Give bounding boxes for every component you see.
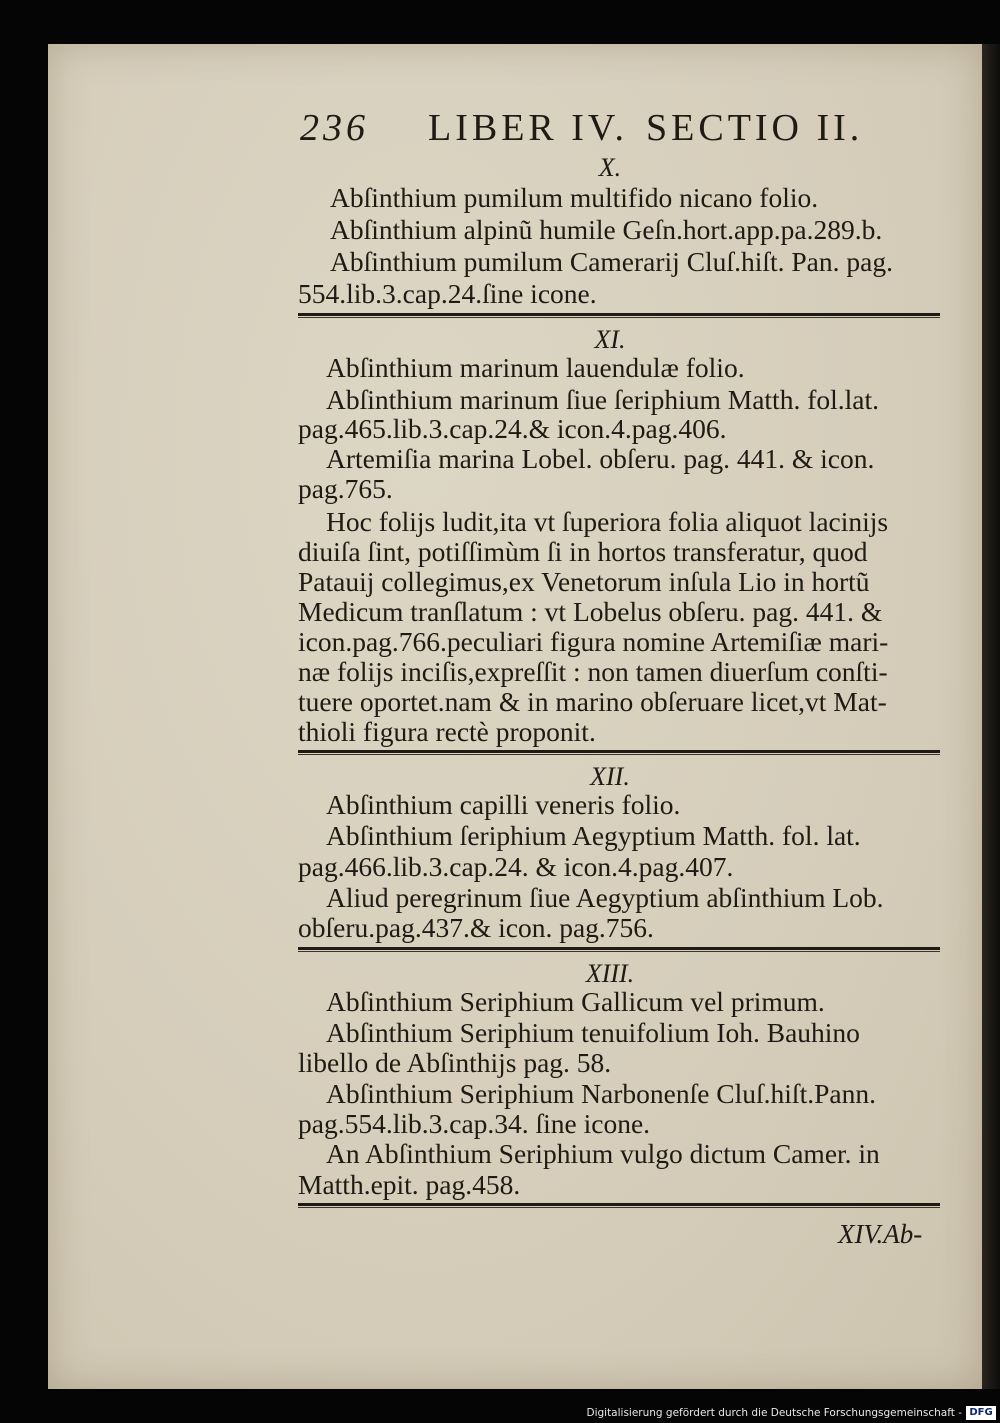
dfg-logo: DFG: [966, 1406, 996, 1420]
text-line: Hoc folijs ludit,ita vt ſuperiora folia aliquot lacinijs: [326, 506, 889, 537]
text-line: Abſinthium Seriphium tenuifolium Ioh. Bauhino: [326, 1017, 860, 1048]
book-title: LIBER IV.: [428, 107, 628, 149]
section-number: XII.: [590, 762, 630, 791]
text-line: diuiſa ſint, potiſſimùm ſi in hortos transferatur, quod: [298, 536, 868, 567]
text-line: Patauij collegimus,ex Venetorum inſula Lio in hortũ: [298, 566, 870, 597]
text-line: Abſinthium pumilum Camerarij Cluſ.hiſt. Pan. pag.: [330, 246, 893, 277]
text-line: Medicum tranſlatum : vt Lobelus obſeru. pag. 441. &: [298, 596, 883, 627]
section-title: SECTIO II.: [646, 107, 864, 149]
text-line: Abſinthium ſeriphium Aegyptium Matth. fol. lat.: [326, 820, 861, 851]
text-line: thioli figura rectè proponit.: [298, 716, 596, 747]
text-line: Abſinthium Seriphium Narbonenſe Cluſ.hiſt.Pann.: [326, 1078, 876, 1109]
text-line: Abſinthium marinum ſiue ſeriphium Matth. fol.lat.: [326, 384, 879, 415]
text-line: Abſinthium marinum lauendulæ folio.: [326, 352, 745, 383]
running-header: [300, 106, 940, 156]
page-number: 236: [300, 107, 369, 149]
page-edge: [982, 44, 1000, 1389]
section-rule: [298, 947, 940, 952]
text-line: libello de Abſinthijs pag. 58.: [298, 1047, 612, 1078]
text-line: obſeru.pag.437.& icon. pag.756.: [298, 912, 654, 943]
text-line: næ folijs inciſis,expreſſit : non tamen diuerſum conſti-: [298, 656, 888, 687]
section-number: X.: [598, 153, 622, 182]
text-line: pag.465.lib.3.cap.24.& icon.4.pag.406.: [298, 413, 727, 444]
digitization-credit: Digitalisierung gefördert durch die Deutsche Forschungsgemeinschaft -: [586, 1407, 962, 1419]
catchword: XIV.Ab-: [838, 1219, 923, 1249]
text-line: 554.lib.3.cap.24.ſine icone.: [298, 278, 597, 309]
text-line: tuere oportet.nam & in marino obſeruare licet,vt Mat-: [298, 686, 887, 717]
text-line: Aliud peregrinum ſiue Aegyptium abſinthium Lob.: [326, 882, 884, 913]
section-rule: [298, 750, 940, 755]
text-line: Abſinthium Seriphium Gallicum vel primum.: [326, 986, 825, 1017]
text-line: pag.765.: [298, 473, 393, 504]
text-line: Artemiſia marina Lobel. obſeru. pag. 441. & icon.: [326, 443, 875, 474]
text-line: Abſinthium alpinũ humile Geſn.hort.app.pa.289.b.: [330, 214, 883, 245]
text-line: Abſinthium capilli veneris folio.: [326, 789, 681, 820]
text-line: Abſinthium pumilum multifido nicano folio.: [330, 182, 819, 213]
section-rule: [298, 313, 940, 318]
section-number: XI.: [594, 325, 626, 354]
text-line: An Abſinthium Seriphium vulgo dictum Camer. in: [326, 1138, 880, 1169]
section-number: XIII.: [585, 959, 635, 988]
text-line: pag.554.lib.3.cap.34. ſine icone.: [298, 1108, 651, 1139]
text-line: icon.pag.766.peculiari figura nomine Artemiſiæ mari-: [298, 626, 889, 657]
text-line: Matth.epit. pag.458.: [298, 1169, 521, 1200]
text-line: pag.466.lib.3.cap.24. & icon.4.pag.407.: [298, 851, 734, 882]
section-rule: [298, 1203, 940, 1208]
